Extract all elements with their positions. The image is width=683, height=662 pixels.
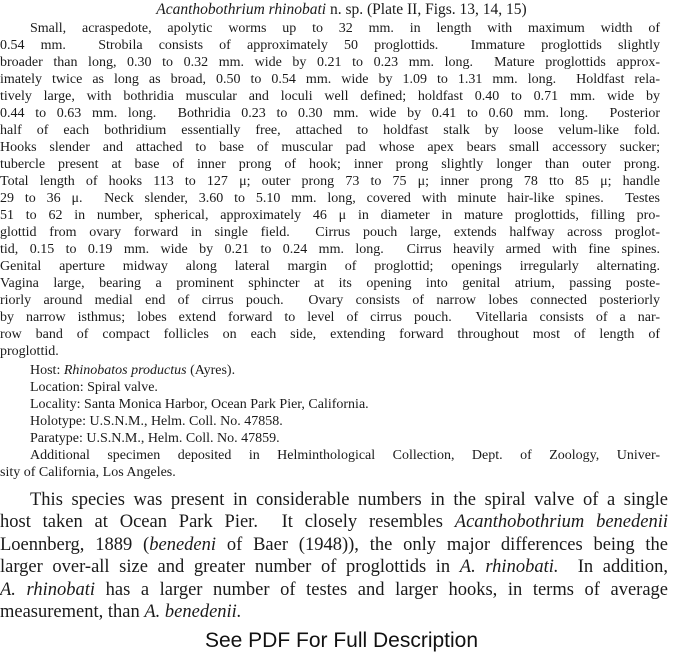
text-line [0,447,660,464]
text-segment: Location: Spiral valve. [30,380,158,395]
text-line [0,258,660,275]
text-segment: tively large, with bothridia muscular and loculi well defined; holdfast 0.40 to 0.71 mm. wide by [0,89,660,104]
text-segment: 51 to 62 in number, spherical, approximately 46 μ in diameter in mature proglottids, filling pro- [0,208,660,223]
text-segment: Paratype: U.S.N.M., Helm. Coll. No. 47859. [30,431,280,446]
text-line [0,379,660,396]
italic-text: A. rhinobati [0,579,96,600]
text-segment: (Ayres). [186,363,236,378]
italic-text: A. rhinobati. [459,557,559,578]
text-segment: host taken at Ocean Park Pier. It closely resembles [0,512,455,533]
text-line [0,88,660,105]
text-line [0,275,660,292]
text-line [0,54,660,71]
remarks-paragraph [0,489,668,623]
text-line [0,430,660,447]
text-line [0,292,660,309]
text-line [0,362,660,379]
text-line [0,413,660,430]
text-line [0,37,660,54]
text-segment: glottid from ovary forward in single field. Cirrus pouch large, extends halfway across proglot- [0,225,660,240]
text-line [0,601,668,623]
italic-text: Acanthobothrium benedenii [454,512,668,533]
text-segment: riorly around medial end of cirrus pouch. Ovary consists of narrow lobes connected posteriorly [0,293,660,308]
species-description [0,20,660,360]
text-line [0,173,660,190]
text-line [0,343,660,360]
text-line [0,105,660,122]
text-segment: Genital aperture midway along lateral margin of proglottid; openings irregularly alternating. [0,259,660,274]
text-segment: Total length of hooks 113 to 127 μ; outer prong 73 to 75 μ; inner prong 78 tto 85 μ; handle [0,174,660,189]
text-line [0,122,660,139]
text-segment: of Baer (1948)), the only major differences being the [216,534,668,555]
text-segment: Vagina large, bearing a prominent sphincter at its opening into genital atrium, passing poste- [0,276,660,291]
text-line [0,20,660,37]
text-segment: has a larger number of testes and larger hooks, in terms of average [95,579,668,600]
text-line [0,71,660,88]
text-segment: This species was present in considerable numbers in the spiral valve of a single [30,490,668,510]
text-line [0,309,660,326]
text-line [0,579,668,601]
text-segment: imately twice as long as broad, 0.50 to 0.54 mm. wide by 1.09 to 1.31 mm. long. Holdfast rela- [0,72,660,87]
text-segment: In addition, [558,557,668,578]
text-line [0,534,668,556]
text-segment: Loennberg, 1889 ( [0,534,150,555]
text-segment: proglottid. [0,344,59,359]
text-segment: Additional specimen deposited in Helminthological Collection, Dept. of Zoology, Univer- [30,448,660,463]
text-line [0,156,660,173]
text-segment: larger over-all size and greater number of proglottids in [0,557,460,578]
text-line [0,556,668,578]
text-segment: 29 to 36 μ. Neck slender, 3.60 to 5.10 mm. long, covered with minute hair-like spines. Testes [0,191,660,206]
text-segment: row band of compact follicles on each side, extending forward throughout most of length of [0,327,660,342]
text-line [0,241,660,258]
text-segment: 0.44 to 0.63 mm. long. Bothridia 0.23 to 0.30 mm. wide by 0.41 to 0.60 mm. long. Posterior [0,106,660,121]
text-segment: Locality: Santa Monica Harbor, Ocean Park Pier, California. [30,397,369,412]
species-heading [0,1,683,19]
text-segment: measurement, than [0,601,145,622]
text-line [0,190,660,207]
text-segment: n. sp. (Plate II, Figs. 13, 14, 15) [326,1,527,18]
text-segment: half of each bothridium essentially free, attached to holdfast stalk by loose velum-like fold. [0,123,660,138]
text-line [0,224,660,241]
text-segment: Hooks slender and attached to base of muscular pad whose apex bears small accessory sucker; [0,140,660,155]
text-line [0,396,660,413]
text-segment: Small, acraspedote, apolytic worms up to 32 mm. in length with maximum width of [30,21,660,36]
text-segment: sity of California, Los Angeles. [0,465,176,480]
text-line [0,464,660,481]
text-segment: broader than long, 0.30 to 0.32 mm. wide by 0.21 to 0.23 mm. long. Mature proglottids approx- [0,55,660,70]
italic-text: benedeni [149,534,217,555]
text-line [0,139,660,156]
text-segment: tid, 0.15 to 0.19 mm. wide by 0.21 to 0.24 mm. long. Cirrus heavily armed with fine spines. [0,242,660,257]
specimen-metadata [0,362,660,481]
see-pdf-notice: See PDF For Full Description [204,629,479,652]
text-segment: by narrow isthmus; lobes extend forward to level of cirrus pouch. Vitellaria consists of a nar- [0,310,660,325]
text-line [0,207,660,224]
text-segment: 0.54 mm. Strobila consists of approximately 50 proglottids. Immature proglottids slightly [0,38,660,53]
text-segment: Holotype: U.S.N.M., Helm. Coll. No. 47858. [30,414,283,429]
italic-text: Acanthobothrium rhinobati [156,1,327,18]
text-line [0,326,660,343]
text-line [0,489,668,511]
italic-text: Rhinobatos productus [63,363,187,378]
text-line [0,511,668,533]
italic-text: A. benedenii. [144,601,242,622]
text-segment: Host: [30,363,64,378]
text-segment: tubercle present at base of inner prong of hook; inner prong slightly longer than outer prong. [0,157,660,172]
